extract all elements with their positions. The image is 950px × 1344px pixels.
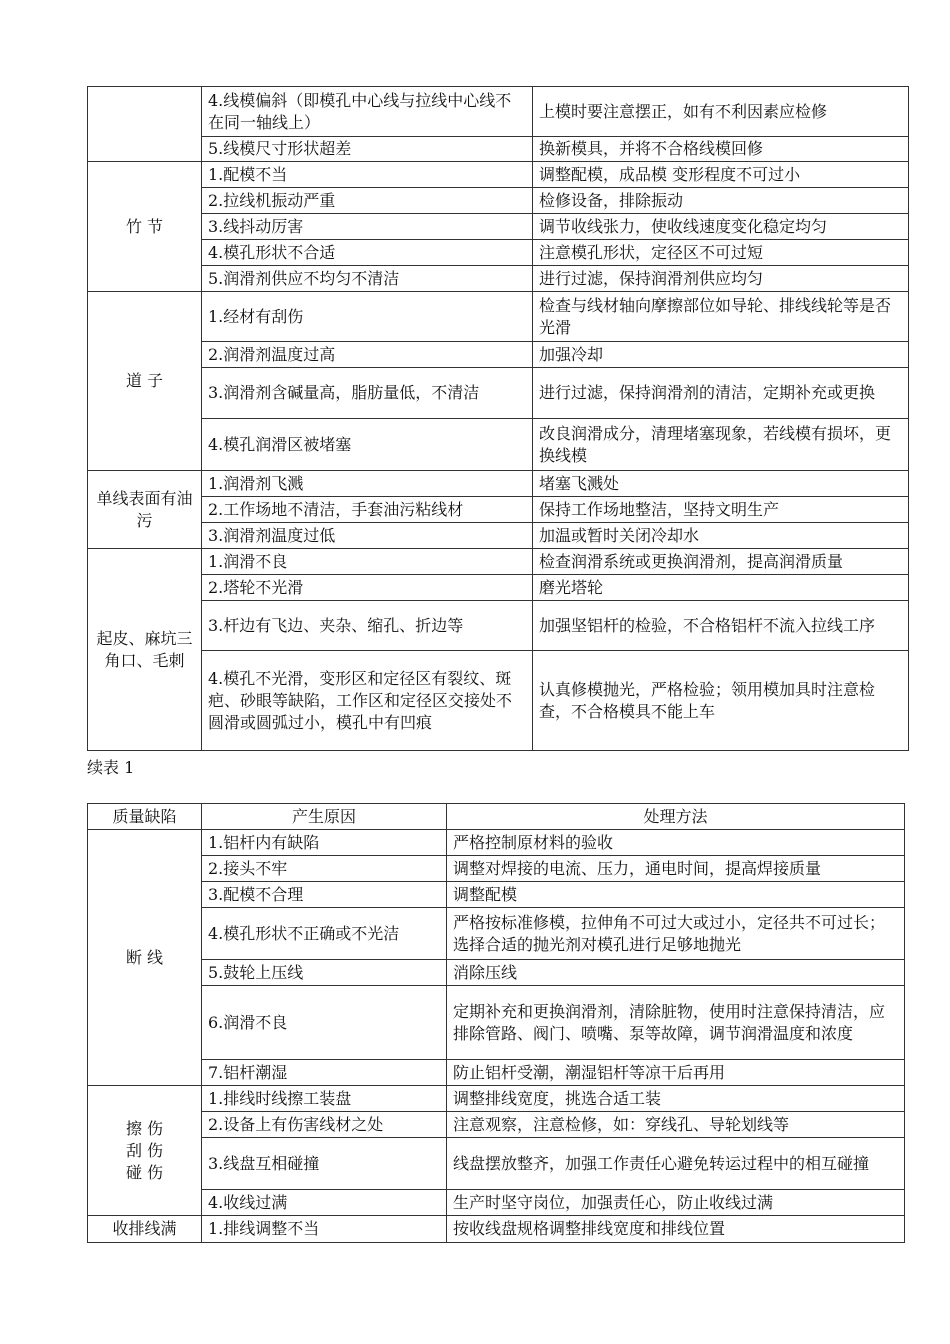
cause-cell: 4.模孔不光滑，变形区和定径区有裂纹、斑疤、砂眼等缺陷，工作区和定径区交接处不圆滑或圆弧过小，模孔中有凹痕 [202, 651, 533, 751]
cause-cell: 3.杆边有飞边、夹杂、缩孔、折边等 [202, 601, 533, 651]
table-row [88, 986, 905, 1060]
table-row [88, 292, 909, 342]
fix-cell: 检查与线材轴向摩擦部位如导轮、排线线轮等是否光滑 [533, 292, 909, 342]
defect-category-cell [88, 1086, 202, 1216]
fix-cell: 注意模孔形状，定径区不可过短 [533, 240, 909, 266]
table-row [88, 497, 909, 523]
table-row [88, 471, 909, 497]
fix-cell: 生产时坚守岗位，加强责任心，防止收线过满 [447, 1190, 905, 1216]
defect-category-cell: 道 子 [88, 292, 202, 471]
table-row [88, 601, 909, 651]
table-row [88, 1060, 905, 1086]
fix-cell: 检修设备，排除振动 [533, 188, 909, 214]
defect-category-cell: 收排线满 [88, 1216, 202, 1243]
cause-cell: 1.经材有刮伤 [202, 292, 533, 342]
cause-cell: 4.模孔形状不正确或不光洁 [202, 908, 447, 960]
cause-cell: 2.塔轮不光滑 [202, 575, 533, 601]
fix-cell: 严格控制原材料的验收 [447, 830, 905, 856]
fix-cell: 防止铝杆受潮，潮湿铝杆等凉干后再用 [447, 1060, 905, 1086]
fix-cell: 消除压线 [447, 960, 905, 986]
cause-cell: 1.排线时线擦工装盘 [202, 1086, 447, 1112]
cause-cell: 3.线盘互相碰撞 [202, 1138, 447, 1190]
table-row [88, 419, 909, 471]
table-caption: 续表 1 [87, 758, 135, 777]
cause-cell: 6.润滑不良 [202, 986, 447, 1060]
cause-cell: 2.工作场地不清洁，手套油污粘线材 [202, 497, 533, 523]
table-row [88, 651, 909, 751]
table-row [88, 162, 909, 188]
cause-cell: 4.模孔形状不合适 [202, 240, 533, 266]
fix-cell: 保持工作场地整洁，坚持文明生产 [533, 497, 909, 523]
table-header-row [88, 804, 905, 830]
defect-category-cell: 起皮、麻坑三角口、毛刺 [88, 549, 202, 751]
table-row [88, 549, 909, 575]
table-row [88, 214, 909, 240]
table-row [88, 830, 905, 856]
fix-cell: 调整排线宽度，挑选合适工装 [447, 1086, 905, 1112]
fix-cell: 加强坚铝杆的检验，不合格铝杆不流入拉线工序 [533, 601, 909, 651]
fix-cell: 调节收线张力，使收线速度变化稳定均匀 [533, 214, 909, 240]
table-row [88, 856, 905, 882]
fix-cell: 线盘摆放整齐，加强工作责任心避免转运过程中的相互碰撞 [447, 1138, 905, 1190]
fix-cell: 调整配模 [447, 882, 905, 908]
cause-cell: 5.润滑剂供应不均匀不清洁 [202, 266, 533, 292]
category-line: 刮 伤 [125, 1140, 164, 1160]
table-row [88, 1086, 905, 1112]
defect-table [87, 803, 905, 1243]
cause-cell: 5.鼓轮上压线 [202, 960, 447, 986]
table-row [88, 1190, 905, 1216]
fix-cell: 注意观察，注意检修，如：穿线孔、导轮划线等 [447, 1112, 905, 1138]
cause-cell: 4.收线过满 [202, 1190, 447, 1216]
cause-cell: 1.排线调整不当 [202, 1216, 447, 1243]
fix-cell: 定期补充和更换润滑剂，清除脏物，使用时注意保持清洁，应排除管路、阀门、喷嘴、泵等故障，调节润滑温度和浓度 [447, 986, 905, 1060]
column-header-defect: 质量缺陷 [88, 804, 202, 830]
table-row [88, 266, 909, 292]
table-row [88, 908, 905, 960]
cause-cell: 2.设备上有伤害线材之处 [202, 1112, 447, 1138]
fix-cell: 上模时要注意摆正，如有不利因素应检修 [533, 87, 909, 137]
table-row [88, 1112, 905, 1138]
fix-cell: 堵塞飞溅处 [533, 471, 909, 497]
fix-cell: 检查润滑系统或更换润滑剂，提高润滑质量 [533, 549, 909, 575]
column-header-method: 处理方法 [447, 804, 905, 830]
table-row [88, 882, 905, 908]
table-row [88, 575, 909, 601]
cause-cell: 5.线模尺寸形状超差 [202, 137, 533, 162]
cause-cell: 4.模孔润滑区被堵塞 [202, 419, 533, 471]
cause-cell: 1.润滑不良 [202, 549, 533, 575]
fix-cell: 调整对焊接的电流、压力，通电时间，提高焊接质量 [447, 856, 905, 882]
table-row [88, 523, 909, 549]
fix-cell: 磨光塔轮 [533, 575, 909, 601]
cause-cell: 4.线模偏斜（即模孔中心线与拉线中心线不在同一轴线上） [202, 87, 533, 137]
category-line: 碰 伤 [125, 1162, 164, 1182]
cause-cell: 1.铝杆内有缺陷 [202, 830, 447, 856]
defect-category-cell [88, 87, 202, 162]
defect-category-cell: 竹 节 [88, 162, 202, 292]
defect-table-continued [87, 86, 909, 751]
table-row [88, 1216, 905, 1243]
fix-cell: 进行过滤，保持润滑剂的清洁，定期补充或更换 [533, 368, 909, 419]
fix-cell: 加温或暂时关闭冷却水 [533, 523, 909, 549]
table-row [88, 188, 909, 214]
table-row [88, 137, 909, 162]
cause-cell: 2.接头不牢 [202, 856, 447, 882]
table-row [88, 342, 909, 368]
fix-cell: 按收线盘规格调整排线宽度和排线位置 [447, 1216, 905, 1243]
fix-cell: 换新模具，并将不合格线模回修 [533, 137, 909, 162]
cause-cell: 3.润滑剂含碱量高，脂肪量低，不清洁 [202, 368, 533, 419]
table-row [88, 87, 909, 137]
fix-cell: 调整配模，成品模 变形程度不可过小 [533, 162, 909, 188]
defect-category-cell: 单线表面有油污 [88, 471, 202, 549]
column-header-cause: 产生原因 [202, 804, 447, 830]
table-row [88, 368, 909, 419]
cause-cell: 7.铝杆潮湿 [202, 1060, 447, 1086]
table-row [88, 1138, 905, 1190]
fix-cell: 加强冷却 [533, 342, 909, 368]
cause-cell: 3.润滑剂温度过低 [202, 523, 533, 549]
fix-cell: 进行过滤，保持润滑剂供应均匀 [533, 266, 909, 292]
defect-category-cell: 断 线 [88, 830, 202, 1086]
fix-cell: 改良润滑成分，清理堵塞现象，若线模有损坏，更换线模 [533, 419, 909, 471]
category-line: 擦 伤 [125, 1118, 164, 1138]
cause-cell: 1.配模不当 [202, 162, 533, 188]
cause-cell: 2.润滑剂温度过高 [202, 342, 533, 368]
fix-cell: 严格按标准修模，拉伸角不可过大或过小，定径共不可过长；选择合适的抛光剂对模孔进行足够地抛光 [447, 908, 905, 960]
cause-cell: 1.润滑剂飞溅 [202, 471, 533, 497]
cause-cell: 2.拉线机振动严重 [202, 188, 533, 214]
table-row [88, 960, 905, 986]
fix-cell: 认真修模抛光，严格检验；领用模加具时注意检查，不合格模具不能上车 [533, 651, 909, 751]
table-row [88, 240, 909, 266]
cause-cell: 3.线抖动厉害 [202, 214, 533, 240]
cause-cell: 3.配模不合理 [202, 882, 447, 908]
